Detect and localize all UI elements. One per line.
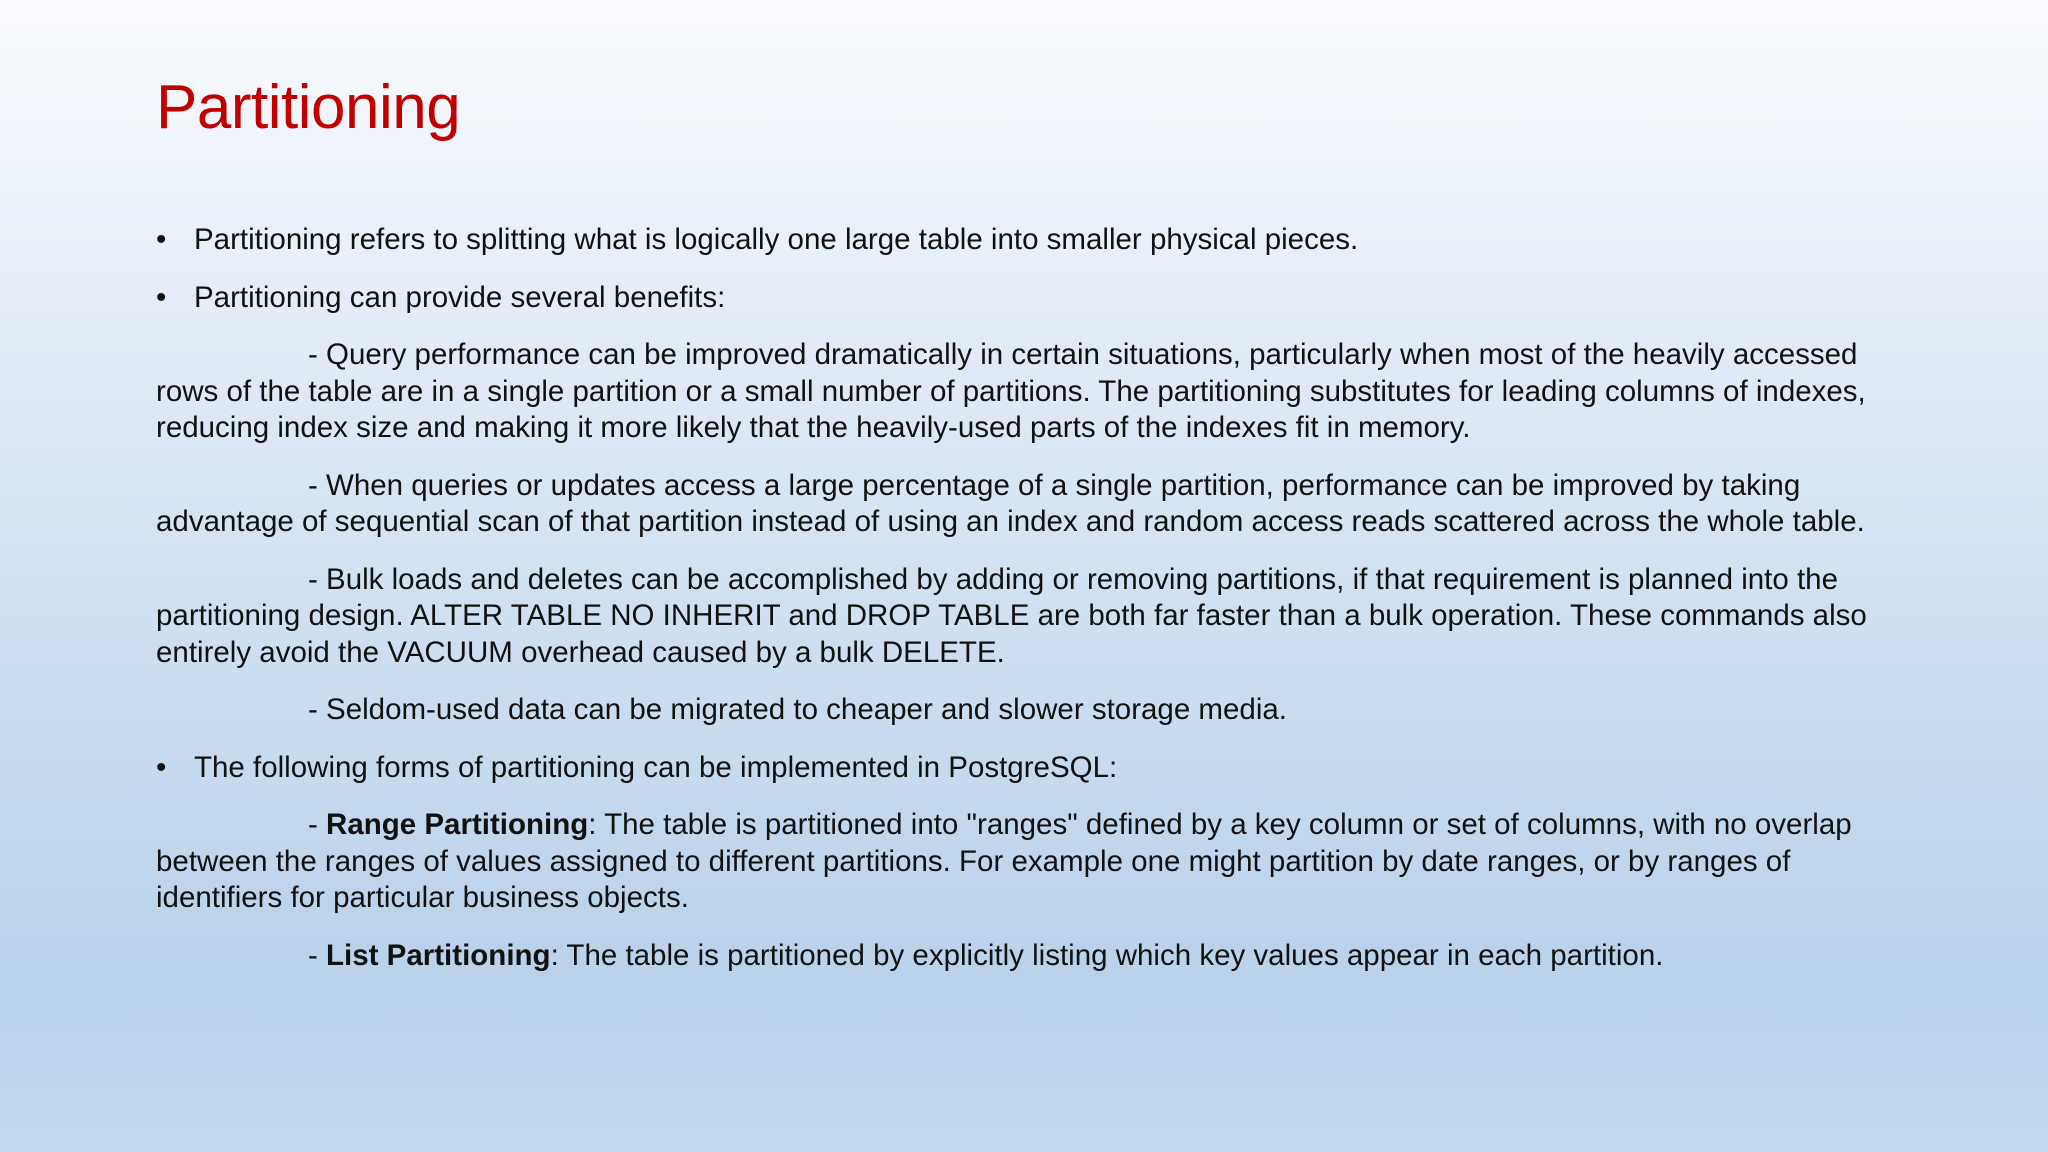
bullet-text: Partitioning can provide several benefits: — [194, 280, 726, 314]
range-prefix: - — [308, 808, 327, 841]
bullet-item — [156, 280, 1892, 317]
list-partitioning-term: List Partitioning — [326, 938, 551, 972]
bullet-icon: • — [156, 280, 167, 314]
range-partitioning-paragraph — [156, 807, 1892, 917]
list-partitioning-paragraph — [156, 938, 1892, 975]
range-partitioning-term: Range Partitioning — [326, 808, 589, 841]
benefit-bulk-loads: - Bulk loads and deletes can be accomplished by adding or removing partitions, if that requirement is planned into the partitioning design. ALTER TABLE NO INHERIT and DROP TABLE are both far faster than a bulk operation. These commands also entirely avoid the VACUUM overhead caused by a bulk DELETE. — [156, 562, 1867, 669]
benefit-query-performance: - Query performance can be improved dramatically in certain situations, particularly when most of the heavily accessed rows of the table are in a single partition or a small number of partitions. The partitioning substitutes for leading columns of indexes, reducing index size and making it more likely that the heavily-used parts of the indexes fit in memory. — [156, 338, 1866, 444]
slide-title: Partitioning — [156, 73, 461, 142]
bullet-icon: • — [156, 750, 167, 784]
range-partitioning-description: : The table is partitioned into "ranges" defined by a key column or set of columns, with no overlap between the ranges of values assigned to different partitions. For example one might partition by date ranges, or by ranges of identifiers for particular business objects. — [156, 808, 1852, 914]
bullet-item — [156, 750, 1892, 787]
benefit-storage-migration: - Seldom-used data can be migrated to cheaper and slower storage media. — [308, 693, 1287, 726]
benefit-sequential-scan: - When queries or updates access a large percentage of a single partition, performance can be improved by taking advantage of sequential scan of that partition instead of using an index and random access reads scattered across the whole table. — [156, 468, 1865, 538]
list-prefix: - — [308, 938, 327, 972]
bullet-icon: • — [156, 223, 167, 256]
slide-content — [156, 222, 1892, 995]
bullet-item — [156, 222, 1892, 259]
bullet-text: The following forms of partitioning can be implemented in PostgreSQL: — [194, 750, 1118, 784]
list-partitioning-description: : The table is partitioned by explicitly listing which key values appear in each partition. — [550, 938, 1664, 972]
bullet-text: Partitioning refers to splitting what is logically one large table into smaller physical pieces. — [194, 223, 1359, 256]
